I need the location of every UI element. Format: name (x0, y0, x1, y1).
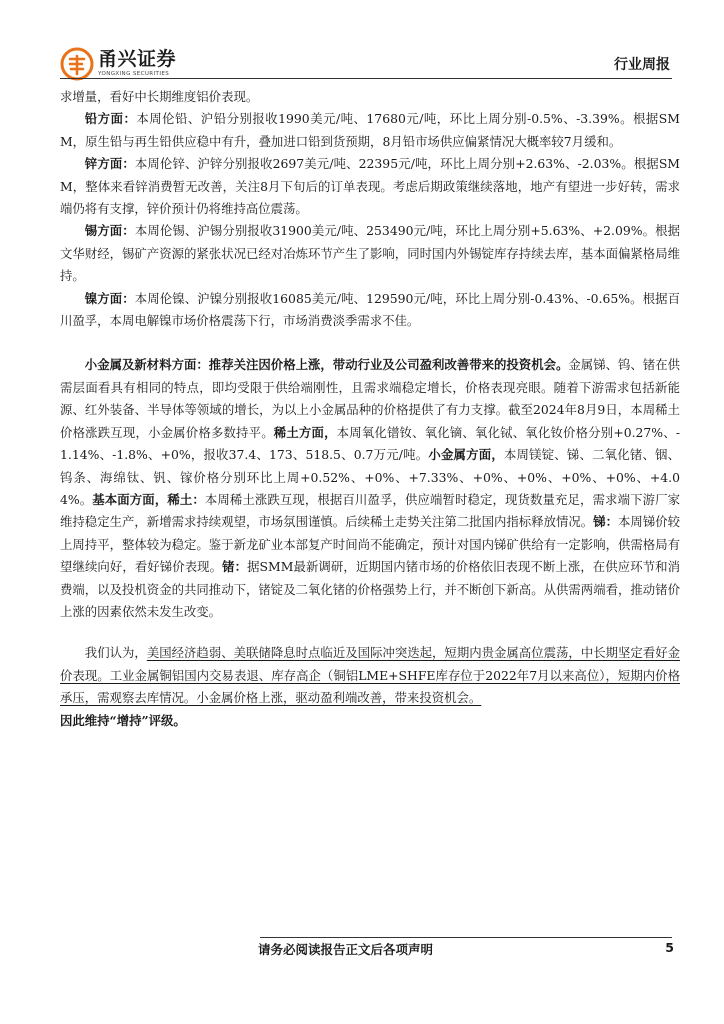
paragraph-text: 本周伦铅、沪铅分别报收1990美元/吨、17680元/吨，环比上周分别-0.5%、-3.39%。根据SMM，原生铅与再生铅供应稳中有升，叠加进口铅到货预期，8月铅市场供应偏紧情况大概率较7月缓和。 (60, 111, 680, 149)
paragraph-zinc (60, 153, 680, 220)
tin-heading: 锡方面： (84, 223, 135, 239)
conclusion-underlined: 美国经济趋弱、美联储降息时点临近及国际冲突迭起，短期内贵金属高位震荡，中长期坚定看好金价表现。工业金属铜铝国内交易表退、库存高企（铜铝LME+SHFE库存位于2022年7月以来高位），短期内价格承压，需观察去库情况。小金属价格上涨，驱动盈利端改善，带来投资机会。 (60, 645, 681, 706)
logo-mark-icon (60, 47, 94, 81)
rating-statement (60, 710, 680, 732)
antimony-heading: 锑： (593, 514, 619, 530)
paragraph-text: 本周锑价较上周持平，整体较为稳定。鉴于新龙矿业本部复产时间尚不能确定，预计对国内锑矿供给有一定影响，供需格局有望继续向好，看好锑价表现。 (60, 514, 681, 575)
paragraph-aluminum-tail (60, 86, 680, 108)
minor-metals-heading: 小金属及新材料方面：推荐关注因价格上涨，带动行业及公司盈利改善带来的投资机会。 (84, 357, 569, 373)
rare-earth-heading: 稀土方面， (273, 424, 337, 440)
nickel-heading: 镍方面： (84, 290, 135, 306)
report-type-label: 行业周报 (614, 57, 670, 73)
fundamentals-heading: 基本面方面，稀土： (92, 491, 205, 507)
paragraph-text: 金属锑、钨、锗在供需层面看具有相同的特点，即均受限于供给端刚性，且需求端稳定增长，价格表现亮眼。随着下游需求包括新能源、红外装备、半导体等领域的增长，为以上小金属品种的价格提供了有力支撑。截至2024年8月9日，本周稀土价格涨跌互现，小金属价格多数持平。 (60, 357, 680, 440)
section-spacer (60, 332, 680, 354)
minor-metal-price-heading: 小金属方面， (428, 447, 504, 463)
paragraph-text: 本周稀土涨跌互现，根据百川盈孚，供应端暂时稳定，现货数量充足，需求端下游厂家维持稳定生产，新增需求持续观望，市场氛围谨慎。后续稀土走势关注第二批国内指标释放情况。 (60, 491, 680, 530)
paragraph-text: 本周氧化镨钕、氧化镝、氧化铽、氧化钕价格分别+0.27%、-1.14%、-1.8%、+0%，报收37.4、173、518.5、0.7万元/吨。 (60, 424, 681, 463)
paragraph-text: 本周伦镍、沪镍分别报收16085美元/吨、129590元/吨，环比上周分别-0.43%、-0.65%。根据百川盈孚，本周电解镍市场价格震荡下行，市场消费淡季需求不佳。 (60, 290, 680, 329)
paragraph-minor-metals (60, 354, 680, 623)
logo-english-name: YONGXING SECURITIES (98, 71, 170, 78)
paragraph-tin (60, 220, 680, 287)
lead-heading: 铅方面： (84, 111, 137, 127)
paragraph-conclusion (60, 642, 680, 709)
paragraph-text: 本周镁锭、锑、二氧化锗、铟、钨条、海绵钛、钒、镓价格分别环比上周+0.52%、+0%、+7.33%、+0%、+0%、+0%、+0%、+4.04%。 (60, 447, 681, 507)
paragraph-text: 据SMM最新调研，近期国内锗市场的价格依旧表现不断上涨，在供应环节和消费端，以及投机资金的共同推动下，锗锭及二氧化锗的价格强势上行，并不断创下新高。从供需两端看，推动锗价上涨的因素依然未发生改变。 (60, 559, 681, 619)
conclusion-intro: 我们认为， (84, 645, 147, 661)
germanium-heading: 锗： (222, 559, 248, 575)
header-divider (60, 78, 672, 79)
paragraph-lead (60, 108, 680, 153)
paragraph-text: 本周伦锌、沪锌分别报收2697美元/吨、22395元/吨，环比上周分别+2.63%、-2.03%。根据SMM，整体来看锌消费暂无改善，关注8月下旬后的订单表现。考虑后期政策继续落地，地产有望进一步好转，需求端仍将有支撑，锌价预计仍将维持高位震荡。 (60, 156, 680, 217)
paragraph-nickel (60, 288, 680, 333)
page-number: 5 (665, 940, 674, 955)
footer-disclaimer: 请务必阅读报告正文后各项声明 (258, 942, 434, 957)
paragraph-text: 求增量，看好中长期维度铝价表现。 (60, 89, 259, 104)
report-body (60, 86, 680, 732)
paragraph-text: 本周伦锡、沪锡分别报收31900美元/吨、253490元/吨，环比上周分别+5.63%、+2.09%。根据文华财经，锡矿产资源的紧张状况已经对冶炼环节产生了影响，同时国内外锡锭库存持续去库，基本面偏紧格局维持。 (60, 223, 680, 284)
section-spacer (60, 623, 680, 642)
logo-chinese-name: 甬兴证券 (98, 48, 177, 71)
footer-divider (260, 937, 672, 938)
zinc-heading: 锌方面： (84, 156, 135, 172)
rating-text: 因此维持“增持”评级。 (60, 712, 186, 728)
